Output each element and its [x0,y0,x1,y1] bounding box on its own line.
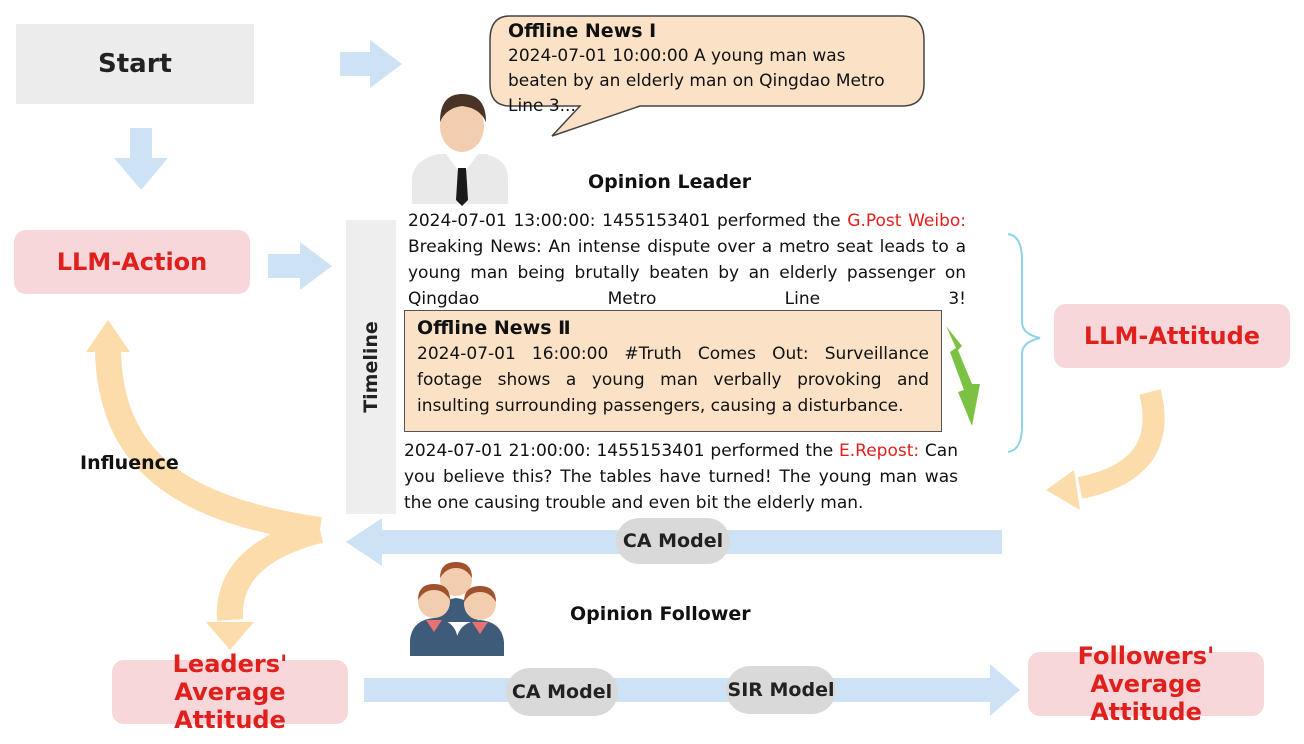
offline-news-1 [508,20,908,119]
sir-model-label: SIR Model [727,679,835,701]
arrow-start-right [340,40,402,88]
arrow-attitude-curve [1080,392,1154,488]
attitude-bracket [1008,234,1040,452]
influence-label: Influence [80,452,179,474]
offline-news-2-text: 2024-07-01 16:00:00 #Truth Comes Out: Surveillance footage shows a young man verbally provoking and insulting surrounding passengers, causing a disturbance. [417,344,929,416]
followers-average-label: Followers' Average Attitude [1077,642,1215,726]
arrow-action-right [268,242,332,290]
followers-average-box [1028,642,1264,726]
opinion-follower-label: Opinion Follower [570,603,751,625]
post-2-action: E.Repost: [839,441,920,461]
post-1 [408,208,966,312]
leaders-average-label: Leaders' Average Attitude [172,650,288,734]
ca-model-pill-top [616,518,730,564]
opinion-leader-icon [412,94,508,206]
post-1-text: Breaking News: An intense dispute over a metro seat leads to a young man being brutally beaten by an elderly passenger on Qingdao Metro Line 3! [408,237,966,309]
opinion-leader-label: Opinion Leader [588,171,752,193]
opinion-follower-icon [410,562,504,656]
offline-news-1-title: Offline News Ⅰ [508,20,657,42]
post-2 [404,438,958,516]
llm-action-box [14,230,250,294]
timeline-bar [346,220,396,514]
arrow-influence-down [230,530,320,620]
llm-attitude-box [1054,304,1290,368]
offline-news-2 [404,310,942,432]
llm-attitude-label: LLM-Attitude [1083,322,1261,350]
post-2-text: Can you believe this? The tables have turned! The young man was the one causing trouble and even bit the elderly man. [404,441,958,513]
offline-news-2-title: Offline News Ⅱ [417,317,571,339]
arrow-influence-up [108,350,320,530]
post-2-prefix: 2024-07-01 21:00:00: 1455153401 performed the [404,441,840,461]
llm-action-label: LLM-Action [56,248,208,276]
ca-model-pill-bottom [506,668,618,716]
timeline-label: Timeline [360,321,382,413]
post-1-action: G.Post Weibo: [847,211,967,231]
offline-news-1-text: 2024-07-01 10:00:00 A young man was beaten by an elderly man on Qingdao Metro Line 3... [508,46,885,116]
arrow-start-down [114,128,168,190]
start-label: Start [98,49,172,79]
sir-model-pill [726,666,836,714]
start-box [16,24,254,104]
leaders-average-box [112,650,348,734]
down-trend-arrow [946,326,980,426]
ca-model-label-bottom: CA Model [511,681,613,703]
ca-model-label-top: CA Model [622,530,724,552]
post-1-prefix: 2024-07-01 13:00:00: 1455153401 performed the [408,211,848,231]
arrow-bottom-right [364,664,1020,716]
